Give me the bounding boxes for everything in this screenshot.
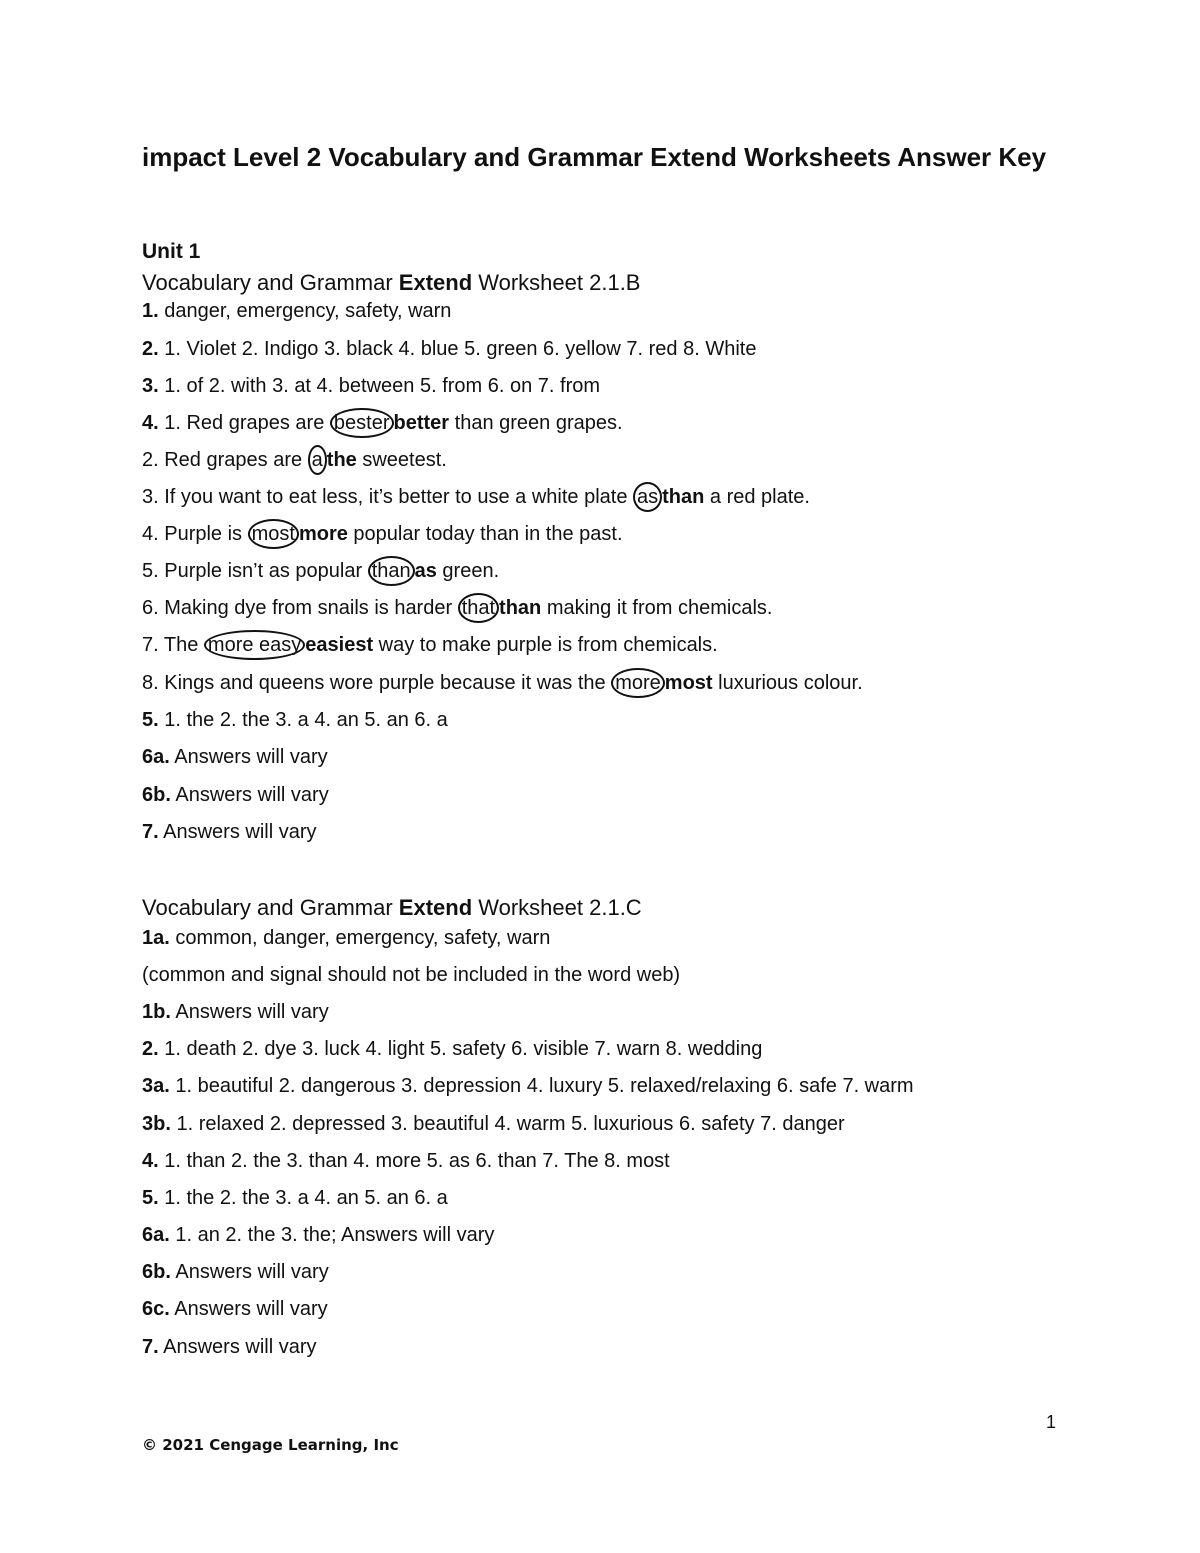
circled-error: more [611,668,665,698]
answer-c-6c: 6c. Answers will vary [142,1298,328,1320]
answer-c-2: 2. 1. death 2. dye 3. luck 4. light 5. safety 6. visible 7. warn 8. wedding [142,1038,763,1060]
unit-heading: Unit 1 [142,240,201,263]
correction: easiest [305,634,374,656]
answer-b-4-sentence-7: 7. The more easy easiest way to make purple is from chemicals. [142,632,718,658]
correction: most [664,672,713,694]
correction: as [414,560,437,582]
answer-b-4-sentence-2: 2. Red grapes are a the sweetest. [142,447,447,473]
answer-b-4-sentence-1: 4. 1. Red grapes are bester better than green grapes. [142,410,623,436]
circled-error: that [458,593,499,623]
circled-error: as [633,482,662,512]
answer-b-4-sentence-3: 3. If you want to eat less, it’s better to use a white plate as than a red plate. [142,484,810,510]
page-number: 1 [1046,1412,1057,1432]
answer-c-4: 4. 1. than 2. the 3. than 4. more 5. as 6. than 7. The 8. most [142,1150,670,1172]
answer-b-4-sentence-8: 8. Kings and queens wore purple because it was the more most luxurious colour. [142,670,863,696]
answer-b-1: 1. danger, emergency, safety, warn [142,300,452,322]
answer-b-2: 2. 1. Violet 2. Indigo 3. black 4. blue 5. green 6. yellow 7. red 8. White [142,338,757,360]
correction: more [298,523,348,545]
answer-b-6b: 6b. Answers will vary [142,784,329,806]
worksheet-c-heading: Vocabulary and Grammar Extend Worksheet 2.1.C [142,895,642,920]
answer-b-3: 3. 1. of 2. with 3. at 4. between 5. from 6. on 7. from [142,375,601,397]
answer-c-6b: 6b. Answers will vary [142,1261,329,1283]
answer-c-5: 5. 1. the 2. the 3. a 4. an 5. an 6. a [142,1187,448,1209]
answer-c-3b: 3b. 1. relaxed 2. depressed 3. beautiful 4. warm 5. luxurious 6. safety 7. danger [142,1113,845,1135]
answer-b-4-sentence-4: 4. Purple is most more popular today than in the past. [142,521,623,547]
answer-b-6a: 6a. Answers will vary [142,746,328,768]
answer-c-6a: 6a. 1. an 2. the 3. the; Answers will vary [142,1224,495,1246]
correction: the [326,449,357,471]
answer-b-7: 7. Answers will vary [142,821,317,843]
correction: than [499,597,542,619]
answer-c-3a: 3a. 1. beautiful 2. dangerous 3. depression 4. luxury 5. relaxed/relaxing 6. safe 7. warm [142,1075,914,1097]
answer-c-1a: 1a. common, danger, emergency, safety, warn [142,927,551,949]
answer-c-note: (common and signal should not be included in the word web) [142,964,681,986]
answer-c-1b: 1b. Answers will vary [142,1001,329,1023]
circled-error: than [368,556,415,586]
answer-b-4-sentence-5: 5. Purple isn’t as popular than as green. [142,558,499,584]
circled-error: more easy [204,630,305,660]
circled-error: a [308,445,327,475]
correction: than [662,486,705,508]
circled-error: most [248,519,299,549]
copyright-footer: © 2021 Cengage Learning, Inc [142,1436,399,1454]
circled-error: bester [330,408,394,438]
answer-b-5: 5. 1. the 2. the 3. a 4. an 5. an 6. a [142,709,448,731]
worksheet-b-heading: Vocabulary and Grammar Extend Worksheet 2.1.B [142,270,641,295]
correction: better [393,412,450,434]
answer-c-7: 7. Answers will vary [142,1336,317,1358]
document-title: impact Level 2 Vocabulary and Grammar Extend Worksheets Answer Key [142,142,1047,172]
answer-b-4-sentence-6: 6. Making dye from snails is harder that than making it from chemicals. [142,595,772,621]
